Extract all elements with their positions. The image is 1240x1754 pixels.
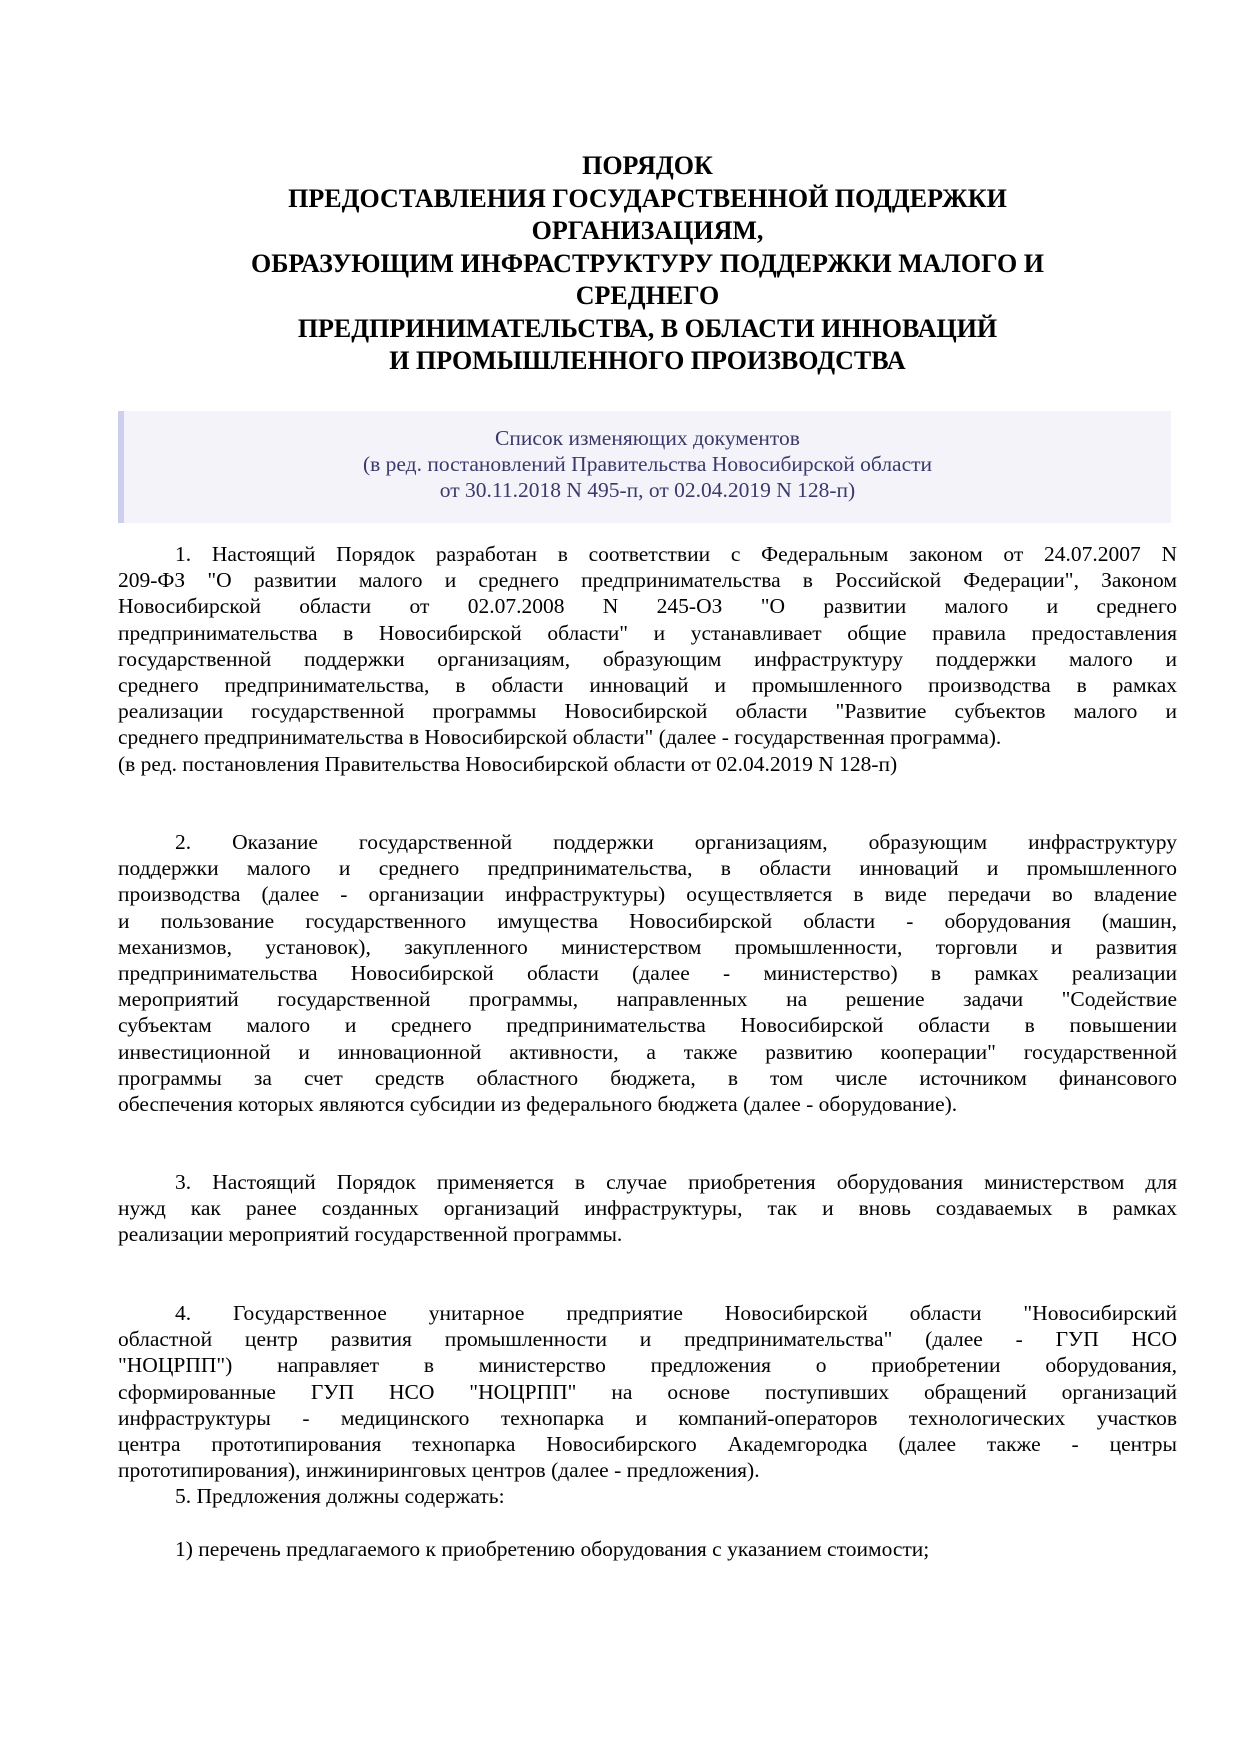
amending-documents-line: от 30.11.2018 N 495-п, от 02.04.2019 N 128-п) bbox=[439, 478, 856, 502]
title-line: ПРЕДОСТАВЛЕНИЯ ГОСУДАРСТВЕННОЙ ПОДДЕРЖКИ bbox=[288, 183, 1007, 213]
paragraph-line: обеспечения которых являются субсидии из федерального бюджета (далее - оборудование). bbox=[118, 1092, 958, 1117]
paragraph-line: реализации мероприятий государственной программы. bbox=[118, 1222, 623, 1247]
paragraph-line: 1. Настоящий Порядок разработан в соответствии с Федеральным законом от 24.07.2007 N bbox=[175, 542, 1177, 566]
paragraph-line: прототипирования), инжиниринговых центров (далее - предложения). bbox=[118, 1458, 760, 1483]
amendment-note: (в ред. постановления Правительства Новосибирской области от 02.04.2019 N 128-п) bbox=[118, 751, 898, 776]
title-line: ПОРЯДОК bbox=[582, 151, 713, 180]
paragraph-line: нужд как ранее созданных организаций инфраструктуры, так и вновь создаваемых в рамках bbox=[118, 1196, 1177, 1221]
paragraph-line: 4. Государственное унитарное предприятие Новосибирской области "Новосибирский bbox=[175, 1301, 1177, 1325]
paragraph-line: субъектам малого и среднего предпринимательства Новосибирской области в повышении bbox=[118, 1013, 1177, 1038]
paragraph-line: 2. Оказание государственной поддержки организациям, образующим инфраструктуру bbox=[175, 830, 1177, 854]
paragraph-line: государственной поддержки организациям, образующим инфраструктуру поддержки малого и bbox=[118, 646, 1177, 671]
paragraph-line: областной центр развития промышленности и предпринимательства" (далее - ГУП НСО bbox=[118, 1327, 1177, 1352]
paragraph-2 bbox=[118, 829, 1177, 1117]
title-line: И ПРОМЫШЛЕННОГО ПРОИЗВОДСТВА bbox=[389, 346, 906, 375]
title-line: СРЕДНЕГО bbox=[575, 281, 720, 310]
title-line: ОРГАНИЗАЦИЯМ, bbox=[531, 216, 764, 245]
paragraph-line: предпринимательства в Новосибирской области" и устанавливает общие правила предоставления bbox=[118, 620, 1177, 645]
paragraph-line: 209-ФЗ "О развитии малого и среднего предпринимательства в Российской Федерации", Законом bbox=[118, 568, 1177, 593]
paragraph-line: Новосибирской области от 02.07.2008 N 245-ОЗ "О развитии малого и среднего bbox=[118, 594, 1177, 619]
paragraph-line: инвестиционной и инновационной активности, а также развитию кооперации" государственной bbox=[118, 1039, 1177, 1064]
amending-documents-line: (в ред. постановлений Правительства Новосибирской области bbox=[362, 452, 933, 476]
paragraph-line: предпринимательства Новосибирской области (далее - министерство) в рамках реализации bbox=[118, 961, 1177, 986]
paragraph-3 bbox=[118, 1169, 1177, 1248]
paragraph-line: среднего предпринимательства в Новосибирской области" (далее - государственная программа). bbox=[118, 725, 1002, 750]
paragraph-line: мероприятий государственной программы, направленных на решение задачи "Содействие bbox=[118, 987, 1177, 1012]
paragraph-line: и пользование государственного имущества Новосибирской области - оборудования (машин, bbox=[118, 908, 1177, 933]
paragraph-line: 1) перечень предлагаемого к приобретению оборудования с указанием стоимости; bbox=[175, 1537, 930, 1561]
paragraph-line: механизмов, установок), закупленного министерством промышленности, торговли и развития bbox=[118, 934, 1177, 959]
paragraph-line: программы за счет средств областного бюджета, в том числе источником финансового bbox=[118, 1065, 1177, 1090]
paragraph-line: инфраструктуры - медицинского технопарка и компаний-операторов технологических участков bbox=[118, 1405, 1177, 1430]
paragraph-line: среднего предпринимательства, в области инноваций и промышленного производства в рамках bbox=[118, 673, 1177, 698]
paragraph-1 bbox=[118, 541, 1177, 777]
paragraph-line: реализации государственной программы Новосибирской области "Развитие субъектов малого и bbox=[118, 699, 1177, 724]
list-item-1 bbox=[118, 1536, 1177, 1562]
paragraph-line: производства (далее - организации инфраструктуры) осуществляется в виде передачи во владение bbox=[118, 882, 1177, 907]
paragraph-line: "НОЦРПП") направляет в министерство предложения о приобретении оборудования, bbox=[118, 1353, 1177, 1378]
paragraph-5 bbox=[118, 1483, 1177, 1509]
paragraph-line: 5. Предложения должны содержать: bbox=[175, 1484, 505, 1508]
amending-documents-box bbox=[118, 411, 1171, 523]
paragraph-line: поддержки малого и среднего предпринимательства, в области инноваций и промышленного bbox=[118, 856, 1177, 881]
title-line: ПРЕДПРИНИМАТЕЛЬСТВА, В ОБЛАСТИ ИННОВАЦИЙ bbox=[297, 313, 998, 343]
paragraph-4 bbox=[118, 1300, 1177, 1483]
document-title bbox=[118, 150, 1177, 378]
paragraph-line: сформированные ГУП НСО "НОЦРПП" на основе поступивших обращений организаций bbox=[118, 1379, 1177, 1404]
title-line: ОБРАЗУЮЩИМ ИНФРАСТРУКТУРУ ПОДДЕРЖКИ МАЛОГО И bbox=[251, 248, 1044, 278]
amending-documents-heading: Список изменяющих документов bbox=[495, 426, 800, 450]
paragraph-line: 3. Настоящий Порядок применяется в случае приобретения оборудования министерством для bbox=[175, 1170, 1177, 1194]
paragraph-line: центра прототипирования технопарка Новосибирского Академгородка (далее также - центры bbox=[118, 1432, 1177, 1457]
